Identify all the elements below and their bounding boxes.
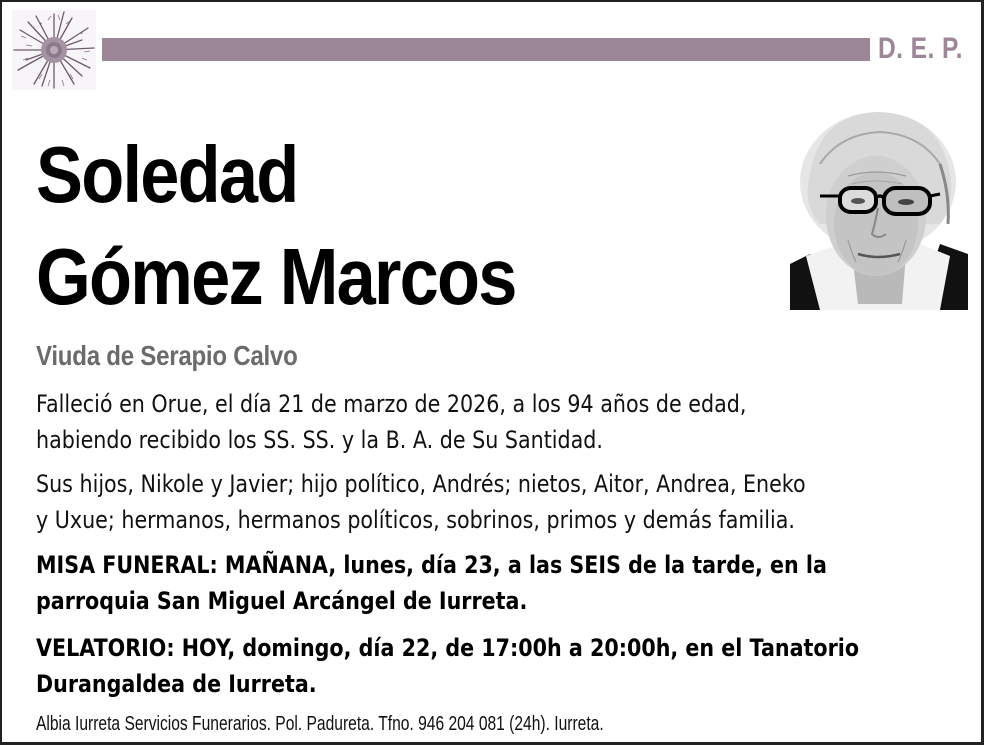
funeral-mass-line: parroquia San Miguel Arcángel de Iurreta.: [36, 587, 528, 615]
funeral-home-footer: Albia Iurreta Servicios Funerarios. Pol. Padureta. Tfno. 946 204 081 (24h). Iurreta.: [36, 713, 604, 735]
wake-line: Durangaldea de Iurreta.: [36, 670, 317, 698]
death-notice-line: Falleció en Orue, el día 21 de marzo de 2026, a los 94 años de edad,: [36, 390, 747, 418]
thistle-flower-icon: [12, 10, 96, 90]
deceased-first-name: Soledad: [36, 130, 298, 219]
widow-of-line: Viuda de Serapio Calvo: [36, 340, 298, 371]
family-line: y Uxue; hermanos, hermanos políticos, sobrinos, primos y demás familia.: [36, 506, 795, 534]
header-bar: [102, 38, 870, 61]
deceased-surnames: Gómez Marcos: [36, 232, 516, 321]
family-line: Sus hijos, Nikole y Javier; hijo político, Andrés; nietos, Aitor, Andrea, Eneko: [36, 470, 806, 498]
funeral-mass-paragraph: [36, 547, 827, 619]
portrait-photo: [790, 104, 968, 310]
death-notice-paragraph: [36, 386, 746, 458]
wake-line: VELATORIO: HOY, domingo, día 22, de 17:00h a 20:00h, en el Tanatorio: [36, 634, 860, 662]
funeral-mass-line: MISA FUNERAL: MAÑANA, lunes, día 23, a las SEIS de la tarde, en la: [36, 551, 827, 579]
dep-label: D. E. P.: [878, 32, 963, 65]
wake-paragraph: [36, 630, 859, 702]
death-notice-line: habiendo recibido los SS. SS. y la B. A. de Su Santidad.: [36, 426, 603, 454]
family-paragraph: [36, 466, 806, 538]
